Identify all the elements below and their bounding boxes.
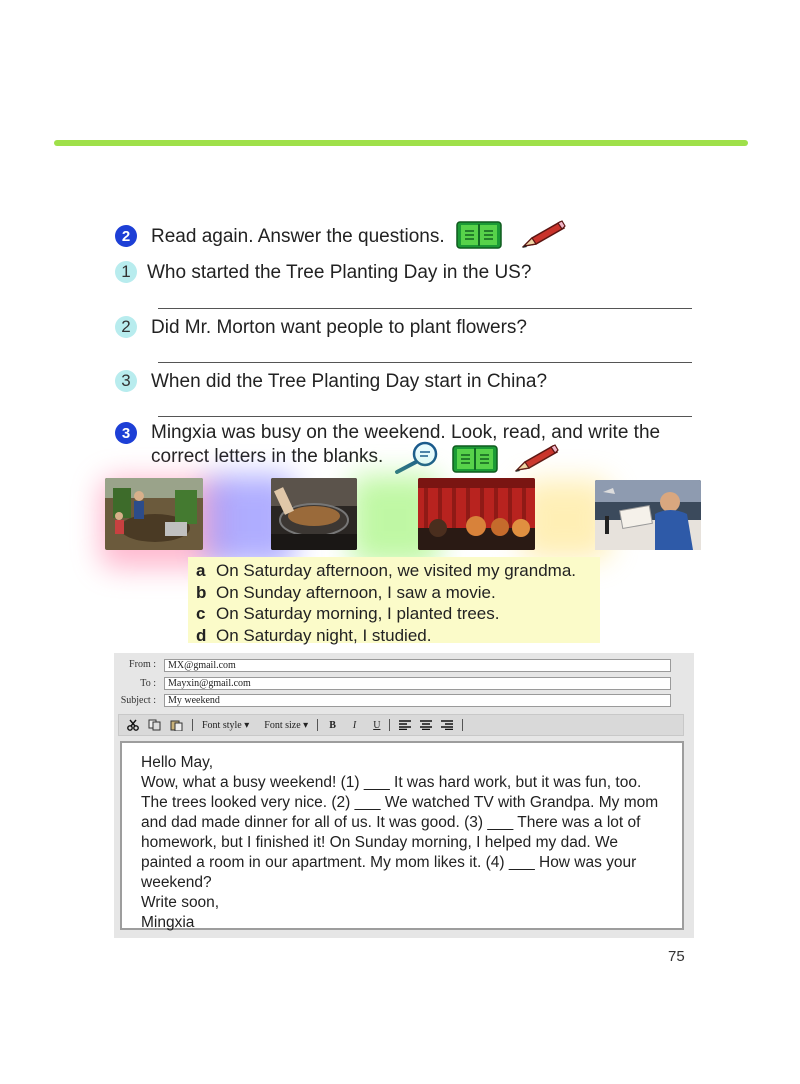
section-3-instruction-line-1: Mingxia was busy on the weekend. Look, read, and write the [151,422,661,443]
book-icon [452,444,498,474]
align-right-icon[interactable] [441,720,453,730]
answer-line[interactable] [158,308,692,309]
magnifier-icon [392,440,442,474]
question-number: 3 [115,370,137,392]
option-a [196,560,576,582]
option-letter: c [196,604,206,623]
option-text: On Saturday afternoon, we visited my grandma. [216,561,577,580]
toolbar-separator [192,719,193,731]
photo-studying [595,480,701,552]
paste-icon[interactable] [170,719,183,731]
photo-planting-trees [105,478,203,550]
question-number: 2 [115,316,137,338]
italic-button[interactable]: I [352,719,357,731]
option-b [196,582,496,604]
option-c [196,603,500,625]
align-center-icon[interactable] [420,720,432,730]
email-closing: Write soon, [141,894,220,911]
to-label: To : [140,678,156,689]
font-size-dropdown[interactable]: Font size ▾ [264,719,309,731]
bold-button[interactable]: B [329,719,336,731]
formatting-toolbar [118,714,684,736]
answer-line[interactable] [158,416,692,417]
option-text: On Sunday afternoon, I saw a movie. [216,582,496,602]
copy-icon[interactable] [148,719,161,731]
email-signature: Mingxia [141,914,195,931]
subject-field[interactable]: My weekend [164,694,671,707]
option-letter: d [196,625,207,645]
pencil-icon [518,218,566,250]
section-3-number: 3 [115,422,137,444]
photo-watching-movie [418,478,535,550]
option-letter: a [196,561,206,580]
pencil-icon [511,442,559,474]
photo-cooking-dinner [271,478,357,550]
toolbar-separator [462,719,463,731]
toolbar-separator [389,719,390,731]
section-2-instruction: Read again. Answer the questions. [151,226,445,247]
option-d [196,625,431,647]
underline-button[interactable]: U [373,719,381,731]
question-text: Who started the Tree Planting Day in the US? [147,262,532,283]
book-icon [456,220,502,250]
option-text: On Saturday morning, I planted trees. [216,604,500,623]
section-3-instruction-line-2: correct letters in the blanks. [151,446,384,467]
email-greeting: Hello May, [141,754,214,771]
section-2-number: 2 [115,225,137,247]
align-left-icon[interactable] [399,720,411,730]
question-text: Did Mr. Morton want people to plant flowers? [151,317,527,338]
email-paragraph: Wow, what a busy weekend! (1) ___ It was hard work, but it was fun, too. The trees looked very nice. (2) ___ We watched TV with Grandpa. My mom and dad made dinner for all of us. It was good. (3) ___ There was a lot of homework, but I finished it! On Sunday morning, I helped my dad. We painted a room in our apartment. My mom likes it. (4) ___ How was your weekend? [141,774,659,891]
scissors-icon[interactable] [127,719,139,731]
top-green-divider [54,140,748,146]
to-field[interactable]: Mayxin@gmail.com [164,677,671,690]
from-label: From : [129,659,156,670]
page-number: 75 [668,948,685,965]
subject-label: Subject : [120,695,156,706]
answer-line[interactable] [158,362,692,363]
email-body-text [141,753,671,933]
font-style-label: Font style [202,719,242,731]
from-field[interactable]: MX@gmail.com [164,659,671,672]
question-number: 1 [115,261,137,283]
toolbar-separator [317,719,318,731]
font-size-label: Font size [264,719,301,731]
option-text: On Saturday night, I studied. [216,625,432,645]
font-style-dropdown[interactable]: Font style ▾ [202,719,250,731]
question-text: When did the Tree Planting Day start in China? [151,371,548,392]
option-letter: b [196,582,207,602]
